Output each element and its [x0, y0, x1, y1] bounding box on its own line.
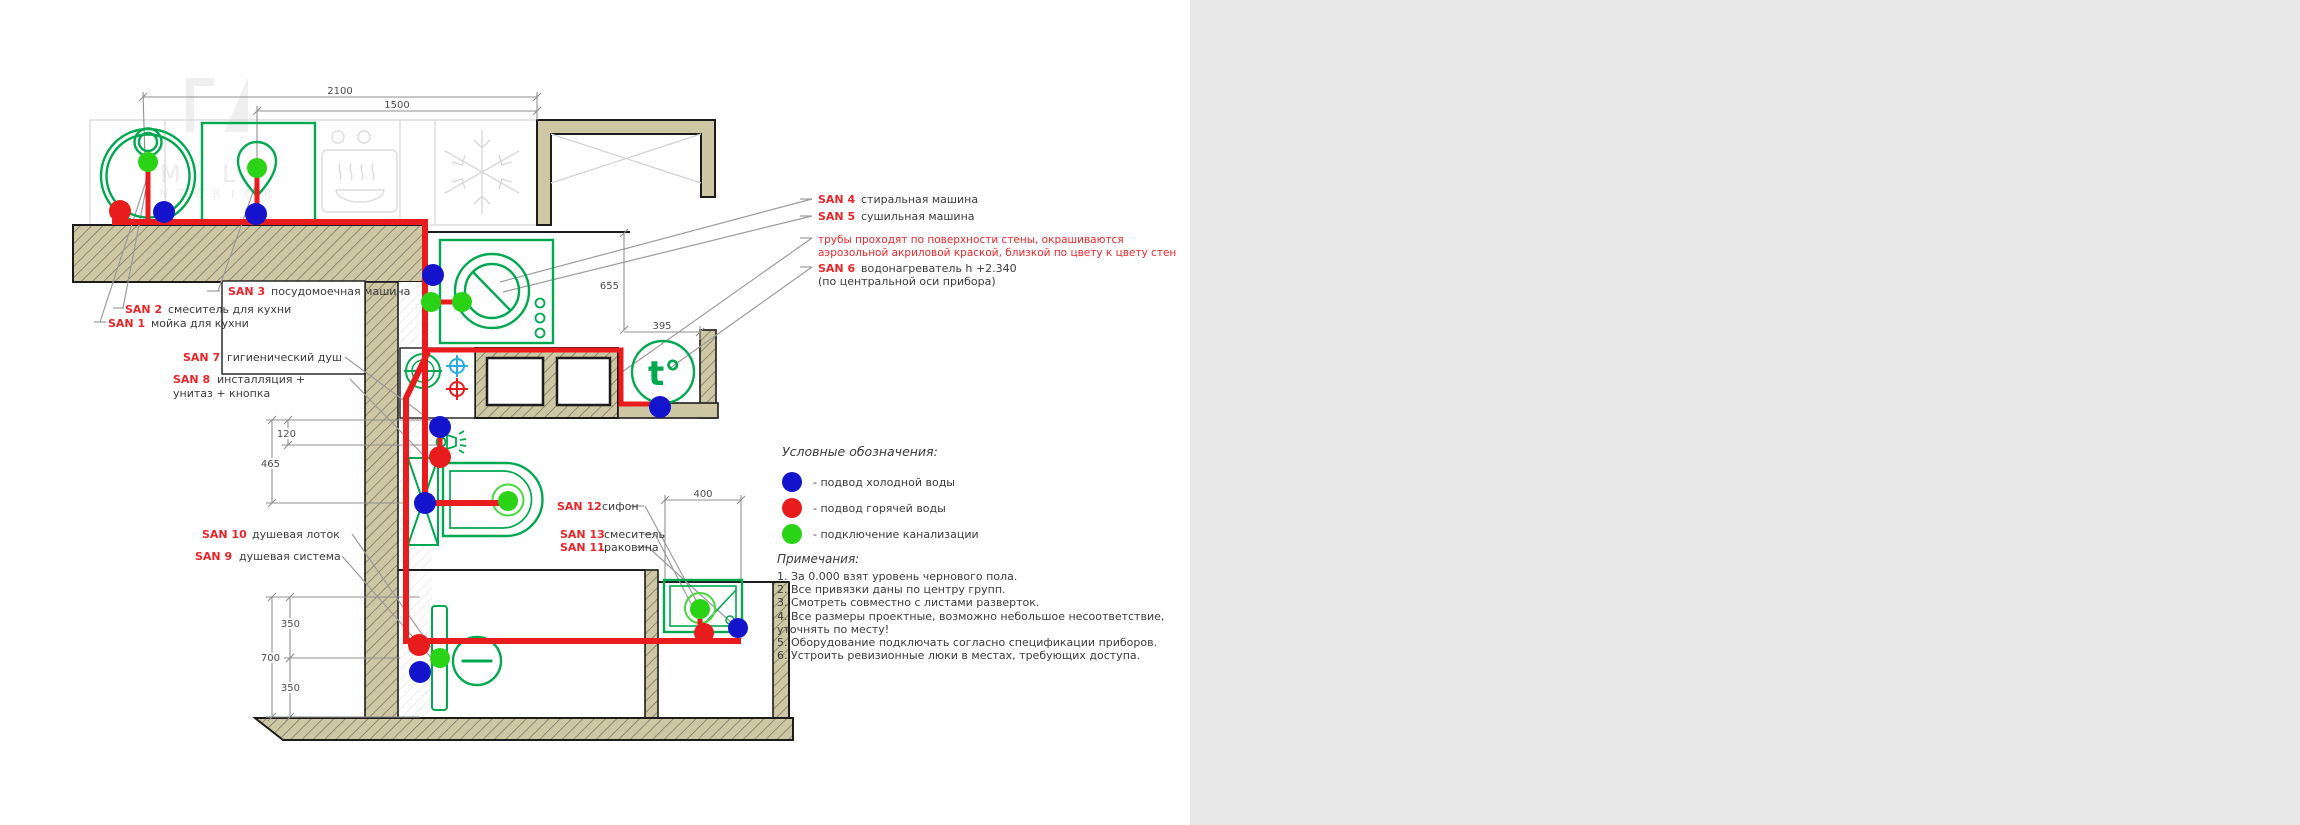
san10-code: SAN 10	[202, 528, 247, 541]
legend-label: - подвод холодной воды	[813, 475, 955, 489]
san9-text: душевая система	[239, 550, 341, 563]
san7-text: гигиенический душ	[227, 351, 342, 364]
cold-water-dot-icon	[782, 472, 802, 492]
san5-code: SAN 5	[818, 210, 856, 223]
san10-text: душевая лоток	[252, 528, 340, 541]
notes-block	[777, 552, 1177, 662]
snowflake-icon	[445, 130, 519, 214]
dim-465: 465	[260, 459, 280, 470]
dim-395: 395	[652, 321, 672, 332]
label-san7	[183, 351, 342, 364]
duct-shaft-wall	[537, 120, 715, 225]
san1-text: мойка для кухни	[151, 317, 249, 330]
dim-1500: 1500	[384, 100, 410, 111]
legend-item-sewer	[782, 524, 979, 544]
label-san1	[108, 317, 249, 330]
label-san12	[557, 500, 639, 513]
legend-title: Условные обозначения:	[782, 444, 938, 459]
legend-item-cold	[782, 472, 979, 492]
dim-655: 655	[599, 281, 619, 292]
label-san13	[560, 528, 665, 541]
note-line: 5. Оборудование подключать согласно спецификации приборов.	[777, 636, 1158, 650]
san4-text: стиральная машина	[861, 193, 979, 206]
label-san6	[818, 262, 1017, 288]
san1-code: SAN 1	[108, 317, 146, 330]
label-san5	[818, 210, 975, 223]
label-san3	[228, 285, 410, 298]
label-san11	[560, 541, 659, 554]
san2-text: смеситель для кухни	[168, 303, 292, 316]
note-line: 1. За 0.000 взят уровень чернового пола.	[777, 570, 1018, 583]
san5-text: сушильная машина	[861, 210, 975, 223]
sewer-dot-icon	[782, 524, 802, 544]
note-line: 4. Все размеры проектные, возможно небольшое несоответствие,	[777, 609, 1165, 623]
legend-label: - подключение канализации	[813, 527, 979, 541]
san12-text: сифон	[602, 500, 639, 513]
legend-item-hot	[782, 498, 979, 518]
bathroom-wall-column	[365, 282, 398, 718]
dim-400: 400	[693, 489, 713, 500]
san11-code: SAN 11	[560, 541, 605, 554]
legend-label: - подвод горячей воды	[813, 501, 946, 515]
note-line: уточнять по месту!	[777, 622, 890, 636]
san8-text: инсталляция +	[217, 373, 306, 386]
san7-code: SAN 7	[183, 351, 221, 364]
notes-title: Примечания:	[777, 552, 860, 566]
hot-water-dot-icon	[782, 498, 802, 518]
dim-2100: 2100	[327, 86, 353, 97]
san8-code: SAN 8	[173, 373, 211, 386]
washing-machine	[440, 240, 553, 343]
san11-text: раковина	[604, 541, 659, 554]
heater-symbol: t°	[648, 354, 682, 394]
label-san4	[818, 193, 978, 206]
oven-icon	[322, 131, 397, 212]
label-san2	[125, 303, 291, 316]
san8-text2: унитаз + кнопка	[173, 387, 271, 400]
floor-slab	[255, 718, 793, 740]
san3-text: посудомоечная машина	[271, 285, 411, 298]
note-line: 2. Все привязки даны по центру групп.	[777, 583, 1006, 597]
kitchen-counter-wall	[73, 225, 427, 282]
dim-700: 700	[260, 653, 280, 664]
pipe-note-line2: аэрозольной акриловой краской, близкой по цвету к цвету стен	[818, 247, 1177, 259]
label-san9	[195, 550, 341, 563]
san13-code: SAN 13	[560, 528, 605, 541]
san6-text: водонагреватель h +2.340	[861, 262, 1017, 275]
label-san10	[202, 528, 340, 541]
wall-niche-1	[487, 358, 543, 405]
watermark-m: M	[160, 160, 181, 188]
label-san8	[173, 373, 305, 400]
san13-text: смеситель	[604, 528, 665, 541]
dim-120: 120	[276, 429, 296, 440]
san3-code: SAN 3	[228, 285, 266, 298]
san6-text2: (по центральной оси прибора)	[818, 275, 996, 288]
legend	[782, 444, 979, 550]
note-line: 6. Устроить ревизионные люки в местах, требующих доступа.	[777, 649, 1141, 663]
dim-350b: 350	[280, 683, 300, 694]
san2-code: SAN 2	[125, 303, 163, 316]
pipe-note-line1: трубы проходят по поверхности стены, окрашиваются	[818, 234, 1124, 246]
note-line: 3. Смотреть совместно с листами разверток.	[777, 596, 1040, 610]
san4-code: SAN 4	[818, 193, 856, 206]
san6-code: SAN 6	[818, 262, 856, 275]
dim-350a: 350	[280, 619, 300, 630]
watermark-name: I N T E R I O R	[146, 187, 275, 201]
label-pipe-note	[818, 234, 1176, 259]
right-gray-panel	[1190, 0, 2300, 825]
watermark-l: L	[222, 160, 236, 188]
san9-code: SAN 9	[195, 550, 233, 563]
wall-niche-2	[557, 358, 610, 405]
san12-code: SAN 12	[557, 500, 602, 513]
